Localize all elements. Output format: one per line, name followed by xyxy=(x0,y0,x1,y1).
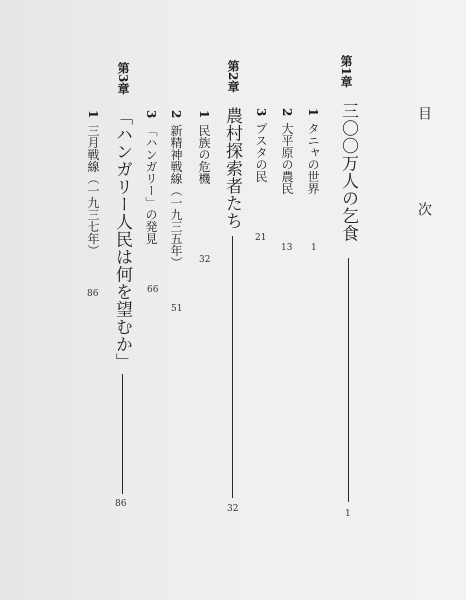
section-title: 「ハンガリー」の発見 xyxy=(144,124,158,245)
chapter-3-page-number: 86 xyxy=(115,499,127,509)
section-title: 新精神戦線（一九三五年） xyxy=(169,124,183,269)
section-number: 3 xyxy=(254,108,268,117)
chapter-3-label: 第3章 xyxy=(116,62,130,95)
section-title: 民族の危機 xyxy=(197,124,211,185)
chapter-3-section-1 xyxy=(87,110,99,256)
section-number: 1 xyxy=(306,108,320,117)
chapter-2-section-1 xyxy=(198,110,210,184)
section-number: 3 xyxy=(144,110,158,119)
section-number: 1 xyxy=(197,110,211,119)
chapter-1-leader-rule xyxy=(348,258,349,502)
section-number: 2 xyxy=(169,110,183,119)
section-number: 2 xyxy=(280,108,294,117)
chapter-1-section-1-page: 1 xyxy=(311,243,317,253)
chapter-2-page-number: 32 xyxy=(227,504,239,514)
chapter-2-section-2-page: 51 xyxy=(171,304,183,314)
chapter-2-section-3-page: 66 xyxy=(147,285,159,295)
chapter-1-section-3 xyxy=(255,108,267,182)
chapter-1-section-2-page: 13 xyxy=(281,243,293,253)
chapter-3-leader-rule xyxy=(122,374,123,494)
chapter-3-title: 「ハンガリー人民は何を望むか」 xyxy=(112,108,132,371)
chapter-1-label: 第1章 xyxy=(339,55,353,88)
chapter-3-section-1-page: 86 xyxy=(87,289,99,299)
chapter-1-section-2 xyxy=(281,108,293,194)
chapter-1-title: 三〇〇万人の乞食 xyxy=(338,102,358,242)
chapter-2-section-2 xyxy=(170,110,182,268)
chapter-1-page-number: 1 xyxy=(345,509,351,519)
section-title: タニャの世界 xyxy=(306,122,320,195)
chapter-2-title: 農村探索者たち xyxy=(222,107,242,230)
chapter-2-label: 第2章 xyxy=(226,60,240,93)
section-title: 大平原の農民 xyxy=(280,122,294,195)
section-number: 1 xyxy=(86,110,100,119)
chapter-1-section-3-page: 21 xyxy=(255,233,267,243)
chapter-2-section-1-page: 32 xyxy=(199,255,211,265)
section-title: プスタの民 xyxy=(254,122,268,183)
chapter-2-section-3 xyxy=(145,110,157,244)
chapter-2-leader-rule xyxy=(232,236,233,498)
chapter-1-section-1 xyxy=(307,108,319,194)
section-title: 三月戦線（一九三七年） xyxy=(86,124,100,257)
toc-title: 目 次 xyxy=(416,106,432,250)
